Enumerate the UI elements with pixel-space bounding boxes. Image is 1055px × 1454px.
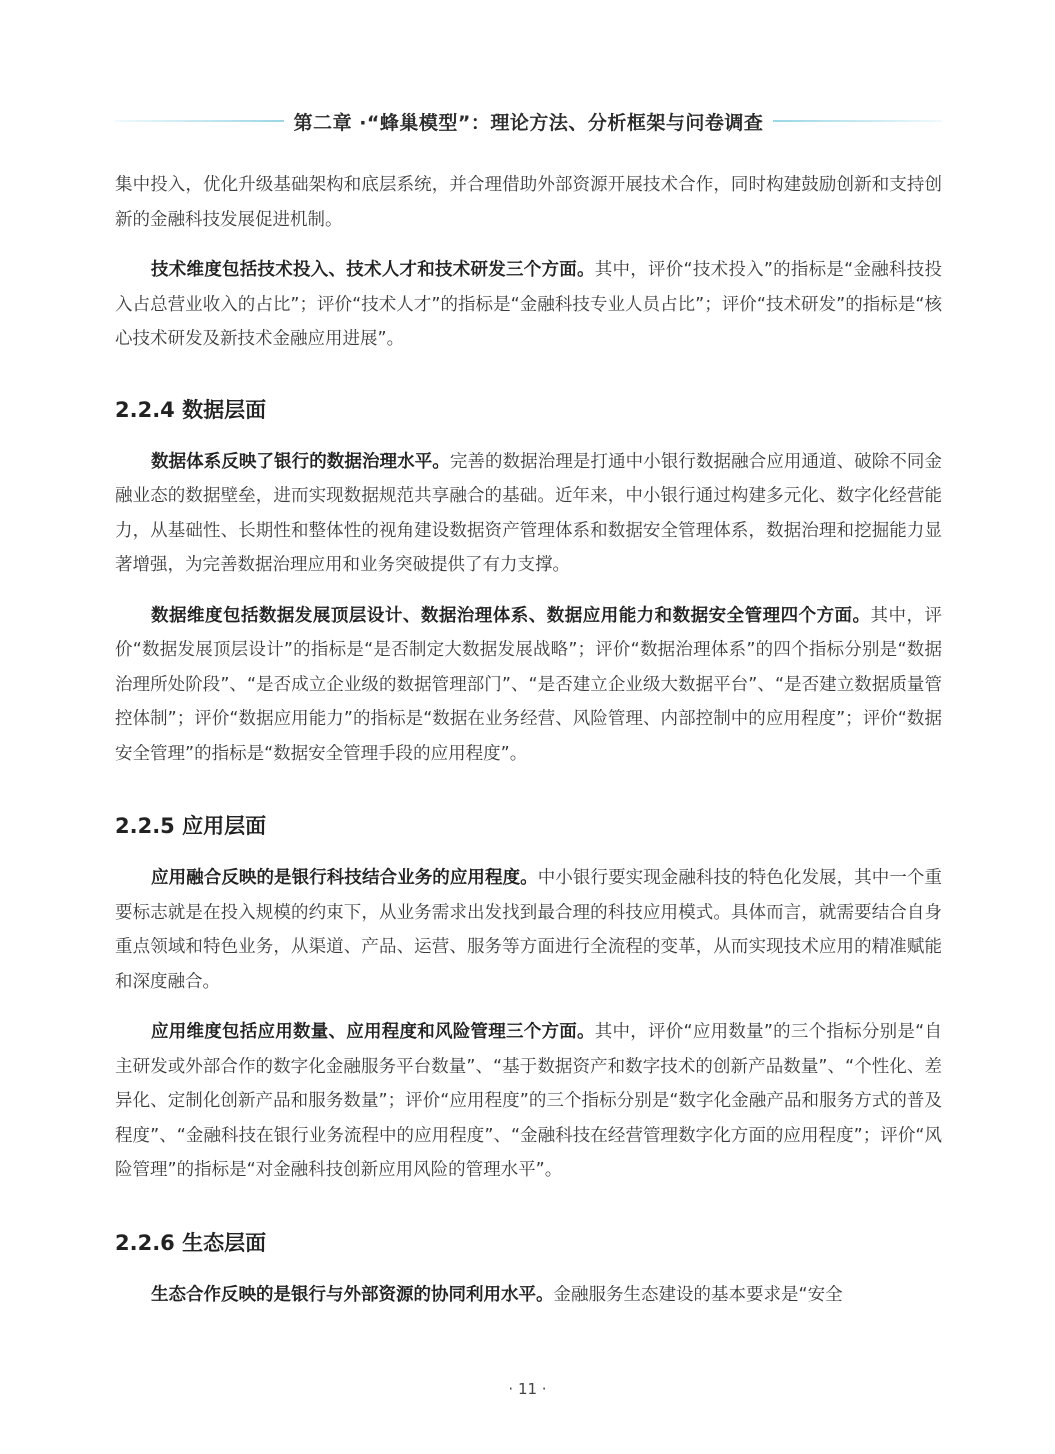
paragraph-text: 其中，评价“技术投入”的指标是“金融科技投入占总营业收入的占比”；评价“技术人才”的指标是“金融科技专业人员占比”；评价“技术研发”的指标是“核心技术研发及新技术金融应用进展”。 bbox=[115, 260, 942, 349]
header-rule-left bbox=[115, 120, 284, 122]
lead-sentence: 技术维度包括技术投入、技术人才和技术研发三个方面。 bbox=[151, 260, 595, 280]
paragraph-text: 金融服务生态建设的基本要求是“安全 bbox=[553, 1284, 843, 1305]
paragraph-application-fusion bbox=[115, 861, 942, 999]
running-header bbox=[115, 104, 942, 138]
paragraph-data-system bbox=[115, 445, 942, 583]
lead-sentence: 应用融合反映的是银行科技结合业务的应用程度。 bbox=[151, 868, 538, 888]
lead-sentence: 数据维度包括数据发展顶层设计、数据治理体系、数据应用能力和数据安全管理四个方面。 bbox=[151, 605, 871, 626]
lead-sentence: 应用维度包括应用数量、应用程度和风险管理三个方面。 bbox=[151, 1022, 595, 1042]
paragraph-continued: 集中投入，优化升级基础架构和底层系统，并合理借助外部资源开展技术合作，同时构建鼓励创新和支持创新的金融科技发展促进机制。 bbox=[115, 175, 942, 230]
paragraph-data-dimension bbox=[115, 599, 942, 772]
paragraph-ecosystem bbox=[115, 1278, 942, 1313]
lead-sentence: 数据体系反映了银行的数据治理水平。 bbox=[151, 451, 450, 472]
header-rule-right bbox=[773, 120, 942, 122]
paragraph-text: 完善的数据治理是打通中小银行数据融合应用通道、破除不同金融业态的数据壁垒，进而实现数据规范共享融合的基础。近年来，中小银行通过构建多元化、数字化经营能力，从基础性、长期性和整体性的视角建设数据资产管理体系和数据安全管理体系，数据治理和挖掘能力显著增强，为完善数据治理应用和业务突破提供了有力支撑。 bbox=[115, 451, 943, 575]
page-number: · 11 · bbox=[508, 1380, 547, 1398]
chapter-title: 第二章 ·“蜂巢模型”：理论方法、分析框架与问卷调查 bbox=[293, 111, 764, 134]
section-heading-application: 2.2.5 应用层面 bbox=[115, 814, 267, 838]
page-body bbox=[115, 168, 942, 1312]
paragraph-application-dimension bbox=[115, 1015, 942, 1188]
section-heading-ecosystem: 2.2.6 生态层面 bbox=[115, 1230, 267, 1255]
section-heading-data: 2.2.4 数据层面 bbox=[115, 397, 267, 422]
paragraph-text: 中小银行要实现金融科技的特色化发展，其中一个重要标志就是在投入规模的约束下，从业务需求出发找到最合理的科技应用模式。具体而言，就需要结合自身重点领域和特色业务，从渠道、产品、运营、服务等方面进行全流程的变革，从而实现技术应用的精准赋能和深度融合。 bbox=[115, 868, 942, 992]
lead-sentence: 生态合作反映的是银行与外部资源的协同利用水平。 bbox=[151, 1284, 554, 1305]
paragraph-text: 其中，评价“应用数量”的三个指标分别是“自主研发或外部合作的数字化金融服务平台数量”、“基于数据资产和数字技术的创新产品数量”、“个性化、差异化、定制化创新产品和服务数量”；评价“应用程度”的三个指标分别是“数字化金融产品和服务方式的普及程度”、“金融科技在银行业务流程中的应用程度”、“金融科技在经营管理数字化方面的应用程度”；评价“风险管理”的指标是“对金融科技创新应用风险的管理水平”。 bbox=[115, 1022, 942, 1180]
paragraph-text: 其中，评价“数据发展顶层设计”的指标是“是否制定大数据发展战略”；评价“数据治理体系”的四个指标分别是“数据治理所处阶段”、“是否成立企业级的数据管理部门”、“是否建立企业级大数据平台”、“是否建立数据质量管控体制”；评价“数据应用能力”的指标是“数据在业务经营、风险管理、内部控制中的应用程度”；评价“数据安全管理”的指标是“数据安全管理手段的应用程度”。 bbox=[115, 605, 942, 764]
paragraph-tech-dimension bbox=[115, 253, 942, 357]
